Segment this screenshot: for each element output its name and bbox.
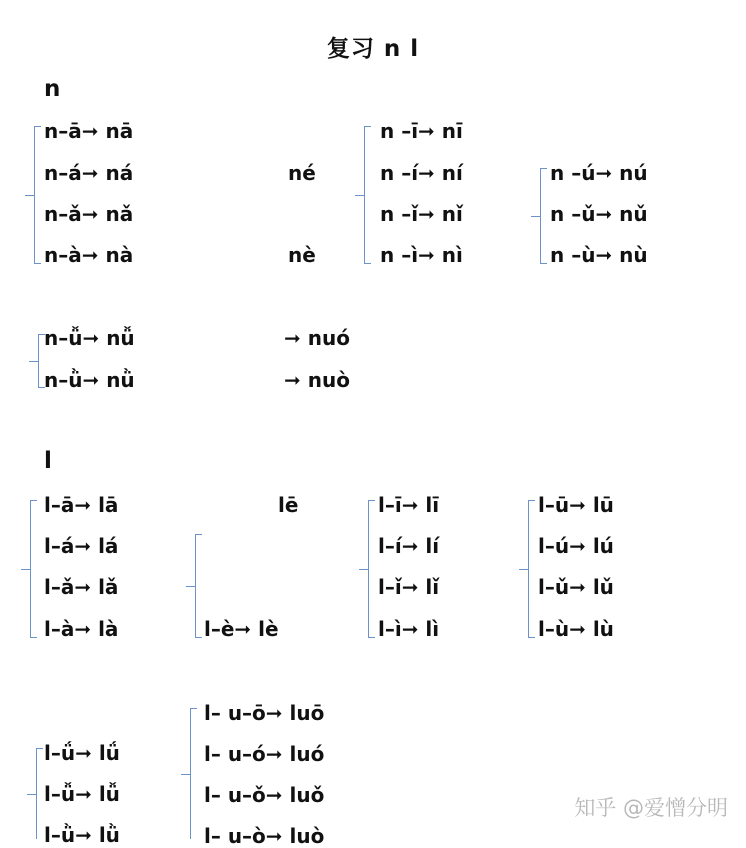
n-a-item: n–ǎ➞ nǎ xyxy=(44,202,134,226)
l-u-item: l–ǔ➞ lǔ xyxy=(538,575,614,599)
l-v-item: l–ǚ➞ lǚ xyxy=(44,782,120,806)
n-a-item: n–á➞ ná xyxy=(44,161,134,185)
l-uo-item: l– u–ó➞ luó xyxy=(204,742,325,766)
n-i-item: n –í➞ ní xyxy=(380,161,463,185)
n-i-item: n –ǐ➞ nǐ xyxy=(380,202,463,226)
n-v-item: n–ǚ➞ nǚ xyxy=(44,326,135,350)
brace-n-i xyxy=(364,126,371,264)
n-i-item: n –ì➞ nì xyxy=(380,243,463,267)
section-label-l: l xyxy=(44,448,52,474)
n-a-item: n–ā➞ nā xyxy=(44,119,134,143)
n-a-item: n–à➞ nà xyxy=(44,243,134,267)
page-title: 复习 n l xyxy=(326,36,420,62)
brace-l-e xyxy=(195,534,202,638)
brace-l-v xyxy=(36,748,43,839)
brace-n-a xyxy=(34,126,41,264)
l-a-item: l–à➞ là xyxy=(44,617,119,641)
brace-l-i xyxy=(368,500,375,638)
l-i-item: l–ī➞ lī xyxy=(378,493,440,517)
l-u-item: l–ù➞ lù xyxy=(538,617,614,641)
n-uo-item: ➞ nuó xyxy=(284,326,350,350)
brace-l-uo xyxy=(190,708,197,839)
l-e-item: lē xyxy=(278,493,299,517)
l-uo-item: l– u–ǒ➞ luǒ xyxy=(204,783,325,807)
l-i-item: l–ǐ➞ lǐ xyxy=(378,575,440,599)
l-v-item: l–ǜ➞ lǜ xyxy=(44,823,120,847)
section-label-n: n xyxy=(44,76,61,102)
n-u-item: n –ǔ➞ nǔ xyxy=(550,202,648,226)
n-v-item: n–ǜ➞ nǜ xyxy=(44,368,135,392)
n-uo-item: ➞ nuò xyxy=(284,368,350,392)
brace-n-u xyxy=(540,168,547,264)
l-i-item: l–í➞ lí xyxy=(378,534,440,558)
l-uo-item: l– u–ò➞ luò xyxy=(204,824,325,848)
brace-l-u xyxy=(528,500,535,638)
n-e-item: nè xyxy=(288,243,316,267)
l-a-item: l–á➞ lá xyxy=(44,534,119,558)
l-a-item: l–ǎ➞ lǎ xyxy=(44,575,119,599)
l-i-item: l–ì➞ lì xyxy=(378,617,440,641)
l-u-item: l–ū➞ lū xyxy=(538,493,614,517)
l-uo-item: l– u–ō➞ luō xyxy=(204,701,325,725)
n-u-item: n –ù➞ nù xyxy=(550,243,648,267)
watermark: 知乎 @爱憎分明 xyxy=(574,796,728,820)
l-u-item: l–ú➞ lú xyxy=(538,534,614,558)
n-u-item: n –ú➞ nú xyxy=(550,161,648,185)
n-i-item: n –ī➞ nī xyxy=(380,119,463,143)
l-a-item: l–ā➞ lā xyxy=(44,493,119,517)
l-v-item: l–ǘ➞ lǘ xyxy=(44,741,120,765)
n-e-item: né xyxy=(288,161,316,185)
brace-l-a xyxy=(30,500,37,638)
l-e-item: l–è➞ lè xyxy=(204,617,279,641)
